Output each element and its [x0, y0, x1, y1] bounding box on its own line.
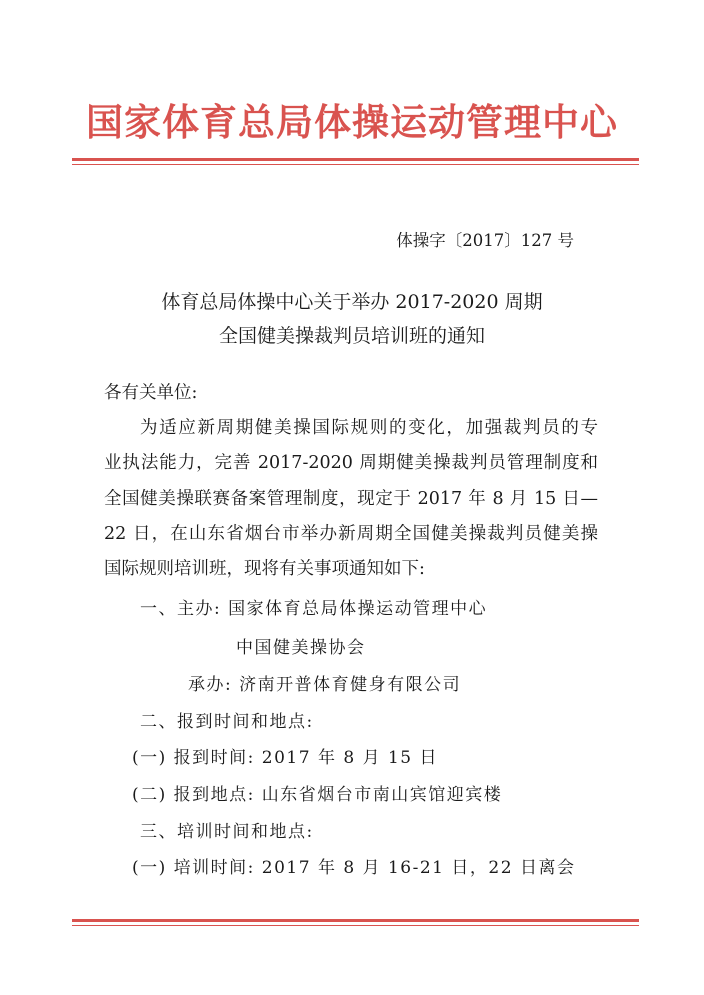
organizer-item-2: 中国健美操协会: [236, 638, 366, 658]
footer-divider-thick: [72, 919, 639, 922]
body-paragraph-line: 全国健美操联赛备案管理制度，现定于 2017 年 8 月 15 日—: [104, 489, 598, 509]
training-heading: 三、培训时间和地点:: [140, 822, 314, 842]
registration-heading: 二、报到时间和地点:: [140, 712, 314, 732]
footer-divider-thin: [72, 925, 639, 926]
registration-time: (一) 报到时间: 2017 年 8 月 15 日: [132, 748, 439, 768]
salutation: 各有关单位:: [104, 383, 198, 403]
notice-title-line-1: 体育总局体操中心关于举办 2017-2020 周期: [161, 291, 543, 313]
body-paragraph-line: 业执法能力，完善 2017-2020 周期健美操裁判员管理制度和: [104, 453, 598, 473]
header-divider-thin: [72, 164, 639, 165]
notice-title-line-2: 全国健美操裁判员培训班的通知: [218, 325, 485, 347]
header-divider-thick: [72, 158, 639, 161]
org-header-title: 国家体育总局体操运动管理中心: [86, 101, 618, 144]
organizer-item: 一、主办: 国家体育总局体操运动管理中心: [140, 599, 488, 619]
undertaker-item: 承办: 济南开普体育健身有限公司: [188, 675, 462, 695]
body-paragraph-line: 国际规则培训班，现将有关事项通知如下:: [104, 559, 425, 579]
body-paragraph-line: 22 日，在山东省烟台市举办新周期全国健美操裁判员健美操: [104, 524, 598, 544]
document-number: 体操字〔2017〕127 号: [396, 231, 574, 250]
body-paragraph-line: 为适应新周期健美操国际规则的变化，加强裁判员的专: [140, 418, 598, 438]
training-time: (一) 培训时间: 2017 年 8 月 16-21 日，22 日离会: [132, 858, 576, 878]
registration-place: (二) 报到地点: 山东省烟台市南山宾馆迎宾楼: [132, 785, 503, 805]
